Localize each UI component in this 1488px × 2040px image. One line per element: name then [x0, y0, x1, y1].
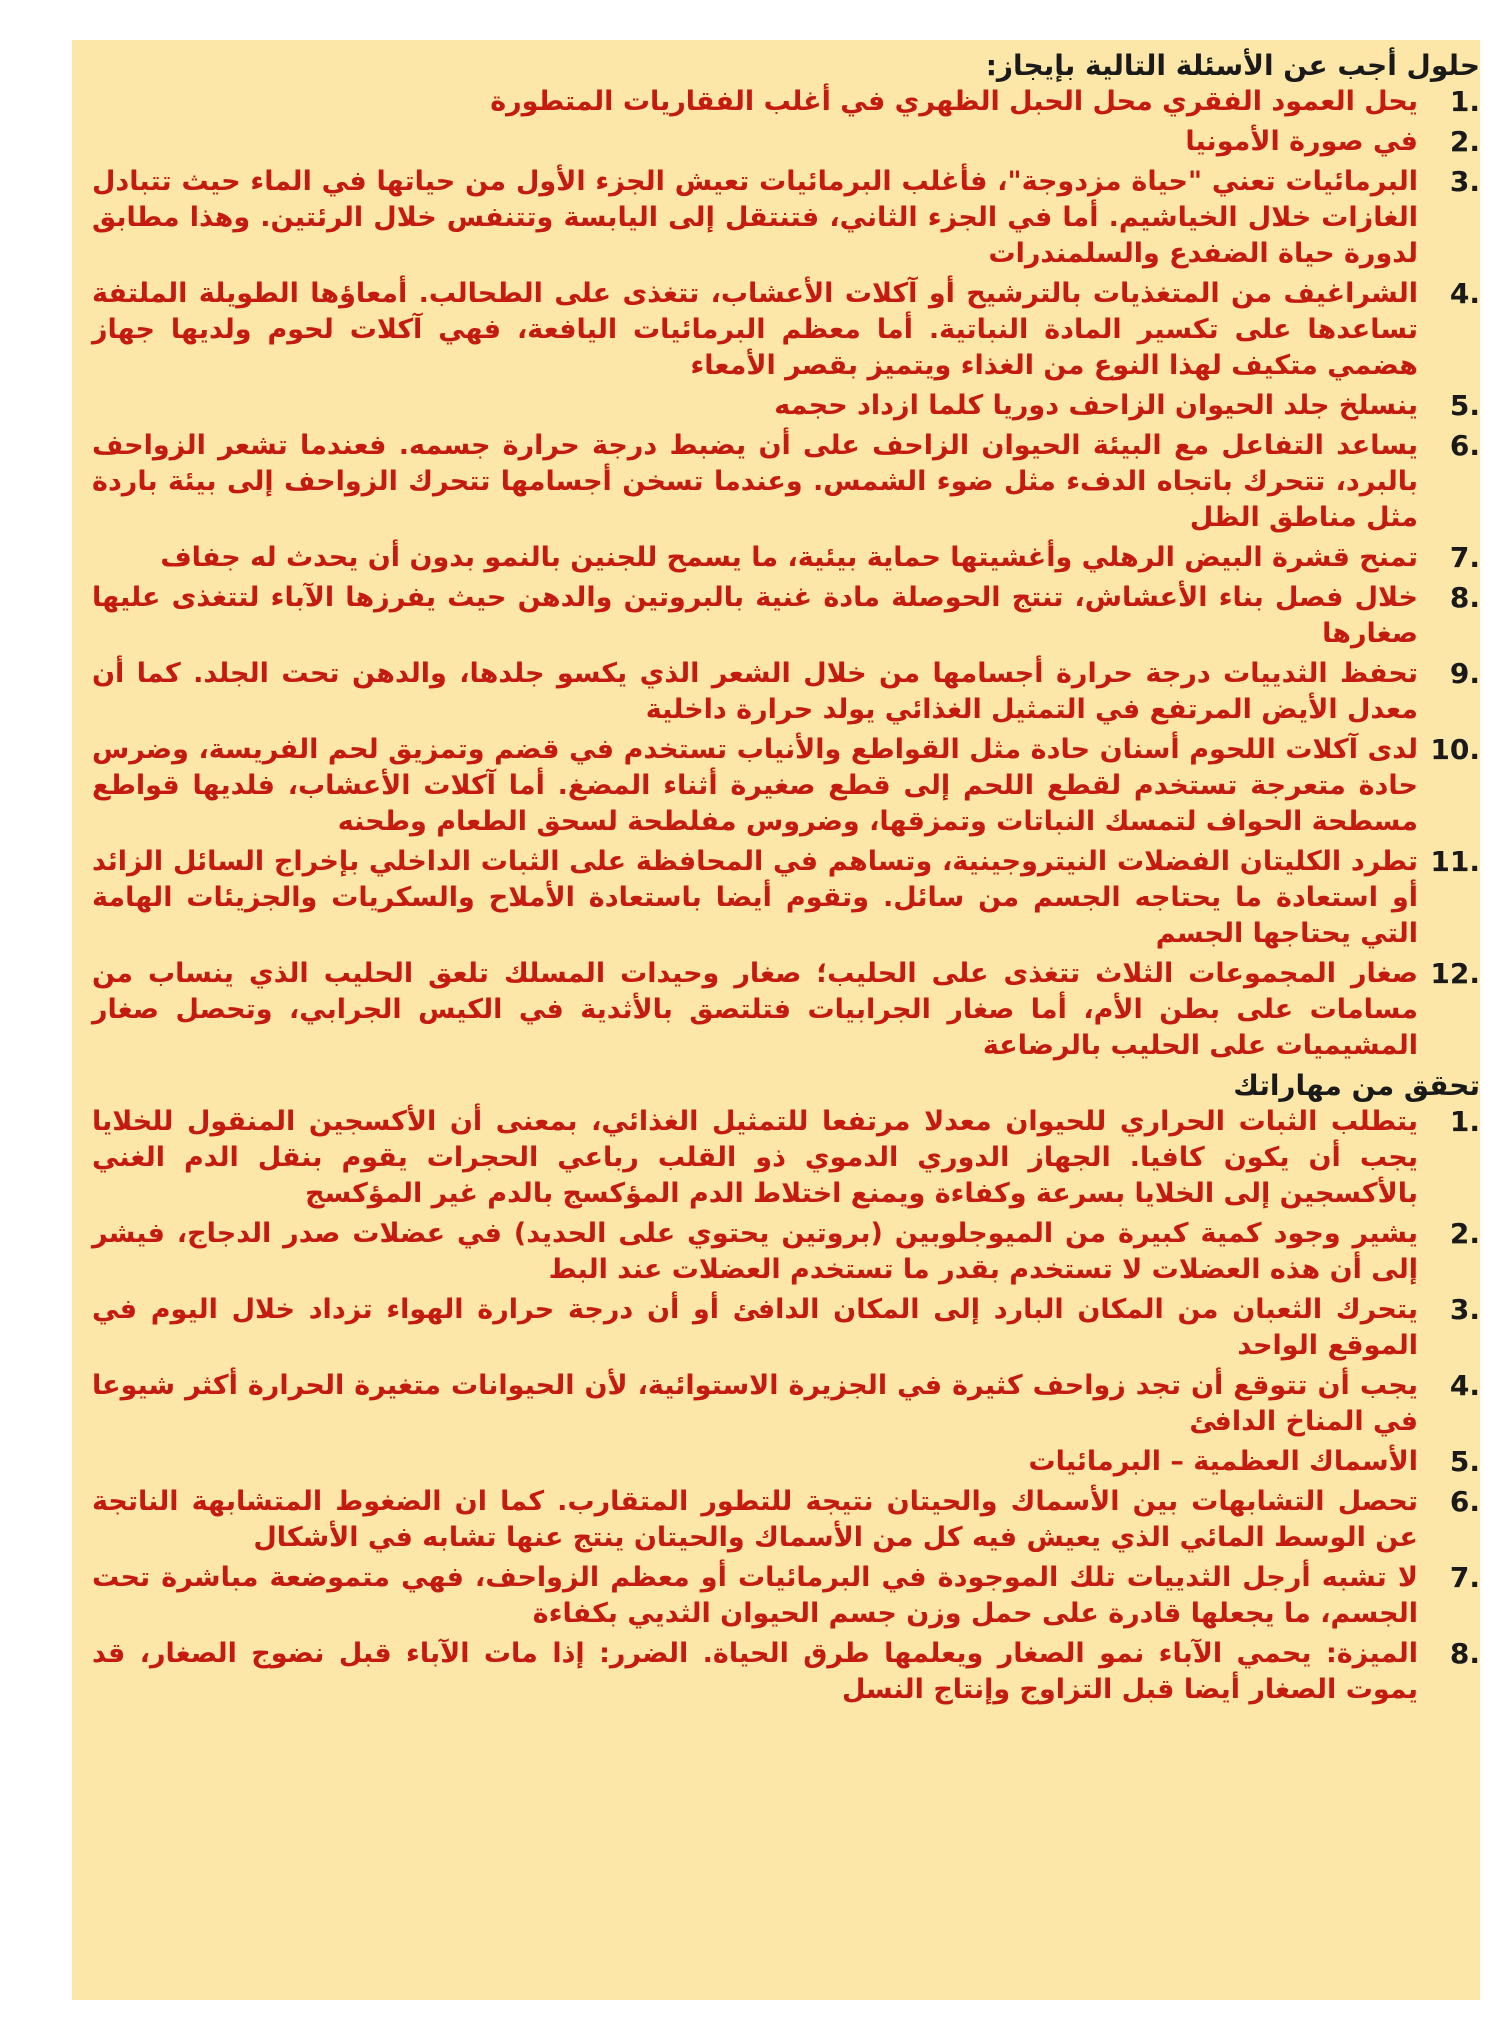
item-text: الأسماك العظمية – البرمائيات: [1028, 1446, 1418, 1477]
item-number: 1.: [1449, 85, 1480, 118]
list-item: [72, 276, 1480, 384]
list-item: [72, 580, 1480, 652]
item-text: يساعد التفاعل مع البيئة الحيوان الزاحف على أن يضبط درجة حرارة جسمه. فعندما تشعر الزواحف بالبرد، تتحرك باتجاه الدفء مثل ضوء الشمس. وعندما تسخن أجسامها تتحرك الزواحف إلى بيئة باردة مثل مناطق الظل: [92, 430, 1418, 533]
item-number: 6.: [1449, 1485, 1480, 1518]
section1-heading: حلول أجب عن الأسئلة التالية بإيجاز:: [985, 49, 1480, 82]
list-item: [72, 84, 1480, 120]
list-item: [72, 1484, 1480, 1556]
item-text: تحفظ الثدييات درجة حرارة أجسامها من خلال الشعر الذي يكسو جلدها، والدهن تحت الجلد. كما أن معدل الأيض المرتفع في التمثيل الغذائي يولد حرارة داخلية: [92, 658, 1418, 725]
list-item: [72, 124, 1480, 160]
item-number: 8.: [1449, 1637, 1480, 1670]
item-text: يتطلب الثبات الحراري للحيوان معدلا مرتفعا للتمثيل الغذائي، بمعنى أن الأكسجين المنقول للخلايا يجب أن يكون كافيا. الجهاز الدوري الدموي ذو القلب رباعي الحجرات يقوم بنقل الدم الغني بالأكسجين إلى الخلايا بسرعة وكفاءة ويمنع اختلاط الدم المؤكسج بالدم غير المؤكسج: [92, 1106, 1418, 1209]
list-item: [72, 844, 1480, 952]
item-text: في صورة الأمونيا: [1185, 126, 1418, 157]
item-number: 7.: [1449, 541, 1480, 574]
item-number: 9.: [1449, 657, 1480, 690]
item-number: 8.: [1449, 581, 1480, 614]
item-number: 5.: [1449, 389, 1480, 422]
list-item: [72, 1216, 1480, 1288]
item-number: 4.: [1449, 277, 1480, 310]
item-text: تمنح قشرة البيض الرهلي وأغشيتها حماية بيئية، ما يسمح للجنين بالنمو بدون أن يحدث له جفاف: [160, 542, 1418, 573]
list-item: [72, 540, 1480, 576]
list-item: [72, 1636, 1480, 1708]
item-text: يحل العمود الفقري محل الحبل الظهري في أغلب الفقاريات المتطورة: [490, 86, 1418, 117]
item-number: 1.: [1449, 1105, 1480, 1138]
list-item: [72, 388, 1480, 424]
section2-heading: تحقق من مهاراتك: [1233, 1069, 1480, 1102]
item-text: لا تشبه أرجل الثدييات تلك الموجودة في البرمائيات أو معظم الزواحف، فهي متموضعة مباشرة تحت الجسم، ما يجعلها قادرة على حمل وزن جسم الحيوان الثديي بكفاءة: [92, 1562, 1418, 1629]
item-text: خلال فصل بناء الأعشاش، تنتج الحوصلة مادة غنية بالبروتين والدهن حيث يفرزها الآباء لتتغذى عليها صغارها: [92, 582, 1418, 649]
item-text: تحصل التشابهات بين الأسماك والحيتان نتيجة للتطور المتقارب. كما ان الضغوط المتشابهة الناتجة عن الوسط المائي الذي يعيش فيه كل من الأسماك والحيتان ينتج عنها تشابه في الأشكال: [92, 1486, 1418, 1553]
list-item: [72, 1560, 1480, 1632]
list-item: [72, 1368, 1480, 1440]
item-text: ينسلخ جلد الحيوان الزاحف دوريا كلما ازداد حجمه: [774, 390, 1418, 421]
section1-list: [72, 84, 1480, 1064]
item-text: يجب أن تتوقع أن تجد زواحف كثيرة في الجزيرة الاستوائية، لأن الحيوانات متغيرة الحرارة أكثر شيوعا في المناخ الدافئ: [92, 1370, 1418, 1437]
item-number: 3.: [1449, 165, 1480, 198]
item-number: 2.: [1449, 1217, 1480, 1250]
item-number: 12.: [1430, 957, 1480, 990]
item-text: يتحرك الثعبان من المكان البارد إلى المكان الدافئ أو أن درجة حرارة الهواء تزداد خلال اليوم في الموقع الواحد: [92, 1294, 1418, 1361]
item-number: 3.: [1449, 1293, 1480, 1326]
item-number: 5.: [1449, 1445, 1480, 1478]
item-text: تطرد الكليتان الفضلات النيتروجينية، وتساهم في المحافظة على الثبات الداخلي بإخراج السائل الزائد أو استعادة ما يحتاجه الجسم من سائل. وتقوم أيضا باستعادة الأملاح والسكريات والجزيئات الهامة التي يحتاجها الجسم: [92, 846, 1418, 949]
item-number: 2.: [1449, 125, 1480, 158]
answer-sheet: [72, 40, 1480, 2000]
item-number: 11.: [1430, 845, 1480, 878]
list-item: [72, 1444, 1480, 1480]
item-text: الشراغيف من المتغذيات بالترشيح أو آكلات الأعشاب، تتغذى على الطحالب. أمعاؤها الطويلة الملتفة تساعدها على تكسير المادة النباتية. أما معظم البرمائيات اليافعة، فهي آكلات لحوم ولديها جهاز هضمي متكيف لهذا النوع من الغذاء ويتميز بقصر الأمعاء: [92, 278, 1418, 381]
item-number: 6.: [1449, 429, 1480, 462]
item-number: 7.: [1449, 1561, 1480, 1594]
item-text: البرمائيات تعني "حياة مزدوجة"، فأغلب البرمائيات تعيش الجزء الأول من حياتها في الماء حيث تتبادل الغازات خلال الخياشيم. أما في الجزء الثاني، فتنتقل إلى اليابسة وتتنفس خلال الرئتين. وهذا مطابق لدورة حياة الضفدع والسلمندرات: [92, 166, 1418, 269]
list-item: [72, 1104, 1480, 1212]
item-text: الميزة: يحمي الآباء نمو الصغار ويعلمها طرق الحياة. الضرر: إذا مات الآباء قبل نضوج الصغار، قد يموت الصغار أيضا قبل التزاوج وإنتاج النسل: [92, 1638, 1418, 1705]
item-number: 10.: [1430, 733, 1480, 766]
list-item: [72, 732, 1480, 840]
item-text: لدى آكلات اللحوم أسنان حادة مثل القواطع والأنياب تستخدم في قضم وتمزيق لحم الفريسة، وضرس حادة متعرجة تستخدم لقطع اللحم إلى قطع صغيرة أثناء المضغ. أما آكلات الأعشاب، فلديها قواطع مسطحة الحواف لتمسك النباتات وتمزقها، وضروس مفلطحة لسحق الطعام وطحنه: [92, 734, 1418, 837]
list-item: [72, 656, 1480, 728]
item-number: 4.: [1449, 1369, 1480, 1402]
section2-list: [72, 1104, 1480, 1708]
list-item: [72, 956, 1480, 1064]
list-item: [72, 164, 1480, 272]
list-item: [72, 428, 1480, 536]
list-item: [72, 1292, 1480, 1364]
item-text: يشير وجود كمية كبيرة من الميوجلوبين (بروتين يحتوي على الحديد) في عضلات صدر الدجاج، فيشر إلى أن هذه العضلات لا تستخدم بقدر ما تستخدم العضلات عند البط: [92, 1218, 1418, 1285]
item-text: صغار المجموعات الثلاث تتغذى على الحليب؛ صغار وحيدات المسلك تلعق الحليب الذي ينساب من مسامات على بطن الأم، أما صغار الجرابيات فتلتصق بالأثدية في الكيس الجرابي، وتحصل صغار المشيميات على الحليب بالرضاعة: [92, 958, 1418, 1061]
